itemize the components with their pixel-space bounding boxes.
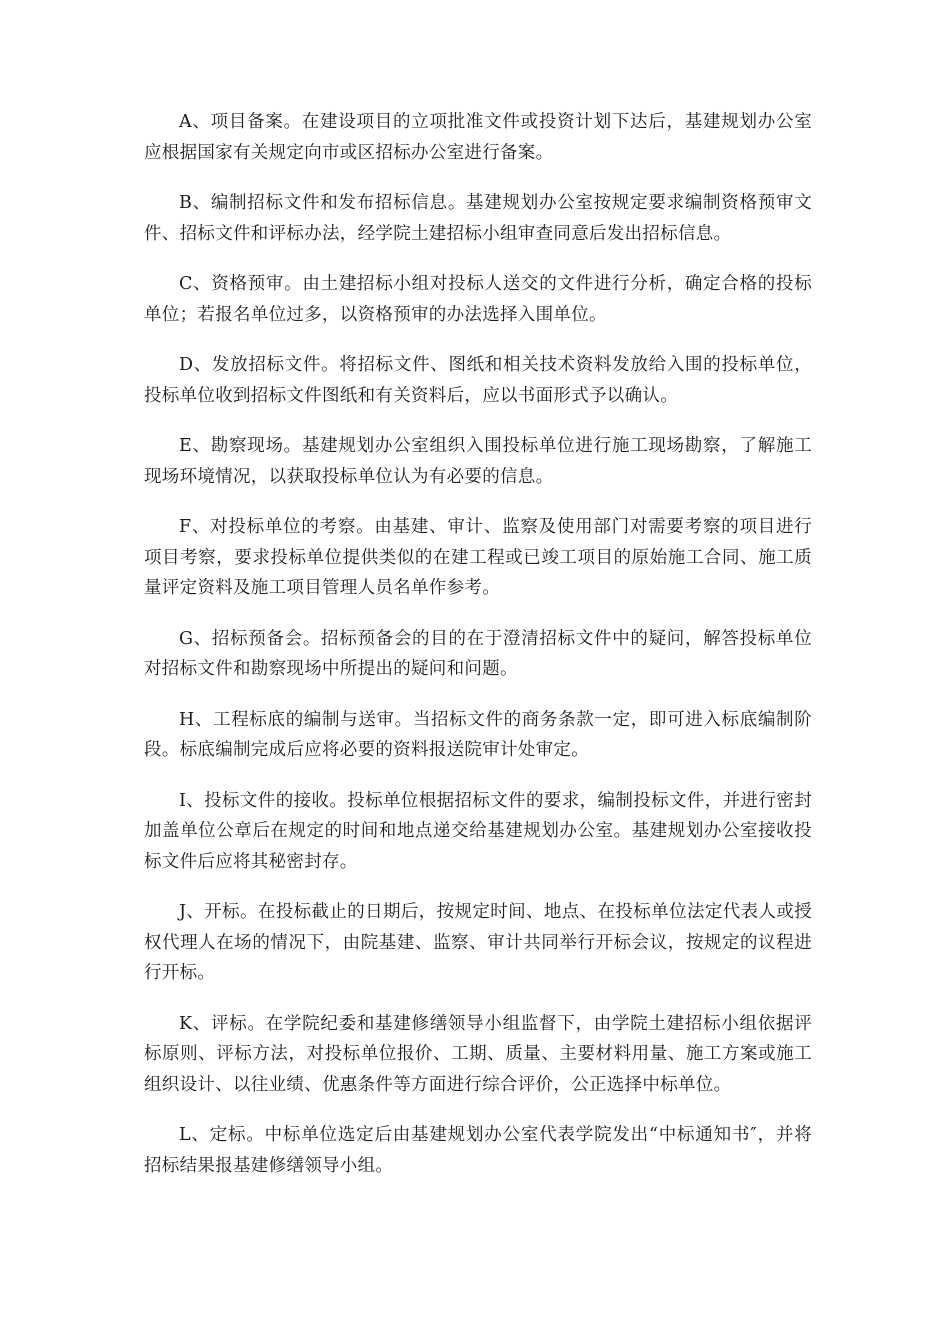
paragraph-b: B、编制招标文件和发布招标信息。基建规划办公室按规定要求编制资格预审文件、招标文件和评标办法，经学院土建招标小组审查同意后发出招标信息。 (144, 193, 812, 244)
paragraph-j: J、开标。在投标截止的日期后，按规定时间、地点、在投标单位法定代表人或授权代理人在场的情况下，由院基建、监察、审计共同举行开标会议，按规定的议程进行开标。 (144, 902, 812, 983)
paragraph-f: F、对投标单位的考察。由基建、审计、监察及使用部门对需要考察的项目进行项目考察，要求投标单位提供类似的在建工程或已竣工项目的原始施工合同、施工质量评定资料及施工项目管理人员名单作参考。 (144, 517, 812, 598)
paragraph-k: K、评标。在学院纪委和基建修缮领导小组监督下，由学院土建招标小组依据评标原则、评标方法，对投标单位报价、工期、质量、主要材料用量、施工方案或施工组织设计、以往业绩、优惠条件等方面进行综合评价，公正选择中标单位。 (144, 1013, 812, 1095)
paragraph-e: E、勘察现场。基建规划办公室组织入围投标单位进行施工现场勘察，了解施工现场环境情况，以获取投标单位认为有必要的信息。 (144, 436, 812, 487)
paragraph-c: C、资格预审。由土建招标小组对投标人送交的文件进行分析，确定合格的投标单位；若报名单位过多，以资格预审的办法选择入围单位。 (144, 274, 812, 325)
document-body (144, 107, 812, 1201)
paragraph-g: G、招标预备会。招标预备会的目的在于澄清招标文件中的疑问，解答投标单位对招标文件和勘察现场中所提出的疑问和问题。 (144, 628, 812, 679)
paragraph-l: L、定标。中标单位选定后由基建规划办公室代表学院发出“中标通知书″，并将招标结果报基建修缮领导小组。 (144, 1125, 812, 1176)
paragraph-h: H、工程标底的编制与送审。当招标文件的商务条款一定，即可进入标底编制阶段。标底编制完成后应将必要的资料报送院审计处审定。 (144, 709, 812, 760)
paragraph-i: I、投标文件的接收。投标单位根据招标文件的要求，编制投标文件，并进行密封加盖单位公章后在规定的时间和地点递交给基建规划办公室。基建规划办公室接收投标文件后应将其秘密封存。 (144, 790, 812, 872)
paragraph-a: A、项目备案。在建设项目的立项批准文件或投资计划下达后，基建规划办公室应根据国家有关规定向市或区招标办公室进行备案。 (144, 112, 812, 163)
paragraph-d: D、发放招标文件。将招标文件、图纸和相关技术资料发放给入围的投标单位，投标单位收到招标文件图纸和有关资料后，应以书面形式予以确认。 (144, 355, 812, 406)
